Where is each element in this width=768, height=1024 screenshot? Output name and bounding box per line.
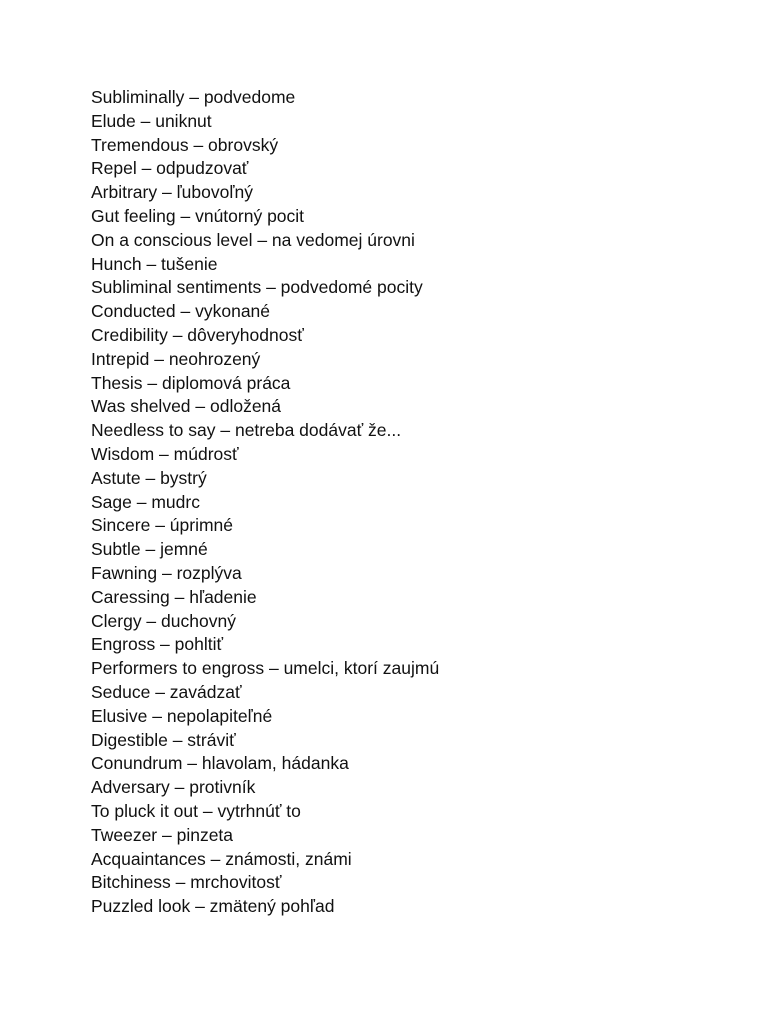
- vocabulary-entry: To pluck it out – vytrhnúť to: [91, 800, 301, 821]
- vocabulary-entry: Acquaintances – známosti, známi: [91, 848, 352, 869]
- vocabulary-entry: Fawning – rozplýva: [91, 562, 242, 583]
- vocabulary-entry: On a conscious level – na vedomej úrovni: [91, 229, 415, 250]
- vocabulary-entry: Intrepid – neohrozený: [91, 348, 261, 369]
- vocabulary-entry: Clergy – duchovný: [91, 610, 236, 631]
- vocabulary-entry: Bitchiness – mrchovitosť: [91, 872, 282, 893]
- vocabulary-entry: Needless to say – netreba dodávať že...: [91, 420, 402, 441]
- vocabulary-list: [91, 86, 439, 919]
- vocabulary-entry: Elusive – nepolapiteľné: [91, 705, 273, 726]
- vocabulary-entry: Wisdom – múdrosť: [91, 443, 239, 464]
- vocabulary-entry: Credibility – dôveryhodnosť: [91, 324, 304, 345]
- vocabulary-entry: Repel – odpudzovať: [91, 158, 249, 179]
- vocabulary-entry: Subliminal sentiments – podvedomé pocity: [91, 277, 423, 298]
- vocabulary-entry: Puzzled look – zmätený pohľad: [91, 896, 335, 917]
- vocabulary-entry: Astute – bystrý: [91, 467, 207, 488]
- vocabulary-entry: Arbitrary – ľubovoľný: [91, 182, 253, 203]
- vocabulary-entry: Sincere – úprimné: [91, 515, 234, 536]
- vocabulary-entry: Adversary – protivník: [91, 777, 256, 798]
- vocabulary-entry: Subliminally – podvedome: [91, 87, 296, 107]
- vocabulary-entry: Hunch – tušenie: [91, 253, 218, 274]
- vocabulary-entry: Conducted – vykonané: [91, 301, 271, 322]
- vocabulary-entry: Engross – pohltiť: [91, 634, 224, 655]
- vocabulary-entry: Sage – mudrc: [91, 491, 200, 512]
- vocabulary-entry: Conundrum – hlavolam, hádanka: [91, 753, 349, 774]
- vocabulary-entry: Performers to engross – umelci, ktorí zaujmú: [91, 658, 440, 679]
- vocabulary-entry: Subtle – jemné: [91, 539, 208, 560]
- vocabulary-entry: Thesis – diplomová práca: [91, 372, 291, 393]
- vocabulary-entry: Gut feeling – vnútorný pocit: [91, 205, 305, 226]
- vocabulary-entry: Tremendous – obrovský: [91, 134, 279, 155]
- vocabulary-entry: Tweezer – pinzeta: [91, 824, 234, 845]
- vocabulary-entry: Was shelved – odložená: [91, 396, 282, 417]
- vocabulary-entry: Seduce – zavádzať: [91, 681, 242, 702]
- vocabulary-entry: Digestible – stráviť: [91, 729, 236, 750]
- vocabulary-entry: Caressing – hľadenie: [91, 586, 257, 607]
- vocabulary-entry: Elude – uniknut: [91, 110, 212, 131]
